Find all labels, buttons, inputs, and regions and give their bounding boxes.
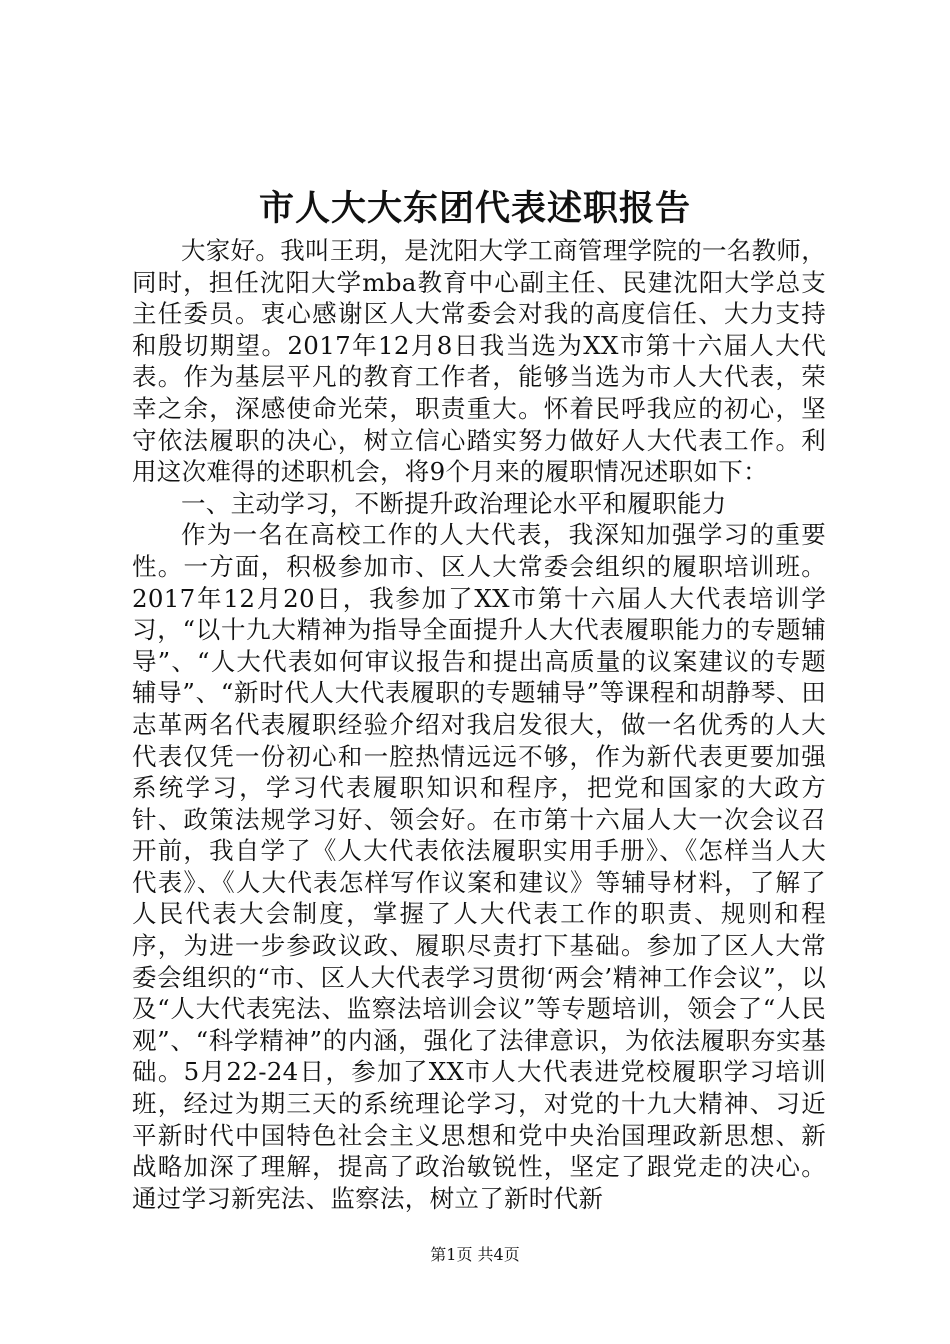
document-body: [132, 235, 826, 1214]
paragraph-intro: 大家好。我叫王玥，是沈阳大学工商管理学院的一名教师，同时，担任沈阳大学mba教育中心副主任、民建沈阳大学总支主任委员。衷心感谢区人大常委会对我的高度信任、大力支持和殷切期望。2017年12月8日我当选为XX市第十六届人大代表。作为基层平凡的教育工作者，能够当选为市人大代表，荣幸之余，深感使命光荣，职责重大。怀着民呼我应的初心，坚守依法履职的决心，树立信心踏实努力做好人大代表工作。利用这次难得的述职机会，将9个月来的履职情况述职如下：: [132, 236, 826, 487]
document-title: 市人大大东团代表述职报告: [258, 188, 691, 229]
paragraph-study: 作为一名在高校工作的人大代表，我深知加强学习的重要性。一方面，积极参加市、区人大常委会组织的履职培训班。2017年12月20日，我参加了XX市第十六届人大代表培训学习，“以十九大精神为指导全面提升人大代表履职能力的专题辅导”、“人大代表如何审议报告和提出高质量的议案建议的专题辅导”、“新时代人大代表履职的专题辅导”等课程和胡静琴、田志革两名代表履职经验介绍对我启发很大，做一名优秀的人大代表仅凭一份初心和一腔热情远远不够，作为新代表更要加强系统学习，学习代表履职知识和程序，把党和国家的大政方针、政策法规学习好、领会好。在市第十六届人大一次会议召开前，我自学了《人大代表依法履职实用手册》、《怎样当人大代表》、《人大代表怎样写作议案和建议》等辅导材料，了解了人民代表大会制度，掌握了人大代表工作的职责、规则和程序，为进一步参政议政、履职尽责打下基础。参加了区人大常委会组织的“市、区人大代表学习贯彻‘两会’精神工作会议”，以及“人大代表宪法、监察法培训会议”等专题培训，领会了“人民观”、“科学精神”的内涵，强化了法律意识，为依法履职夯实基础。5月22-24日，参加了XX市人大代表进党校履职学习培训班，经过为期三天的系统理论学习，对党的十九大精神、习近平新时代中国特色社会主义思想和党中央治国理政新思想、新战略加深了理解，提高了政治敏锐性，坚定了跟党走的决心。通过学习新宪法、监察法，树立了新时代新: [132, 520, 827, 1213]
section-heading: 一、主动学习，不断提升政治理论水平和履职能力: [181, 488, 727, 518]
page-number-footer: 第1页 共4页: [430, 1245, 520, 1264]
